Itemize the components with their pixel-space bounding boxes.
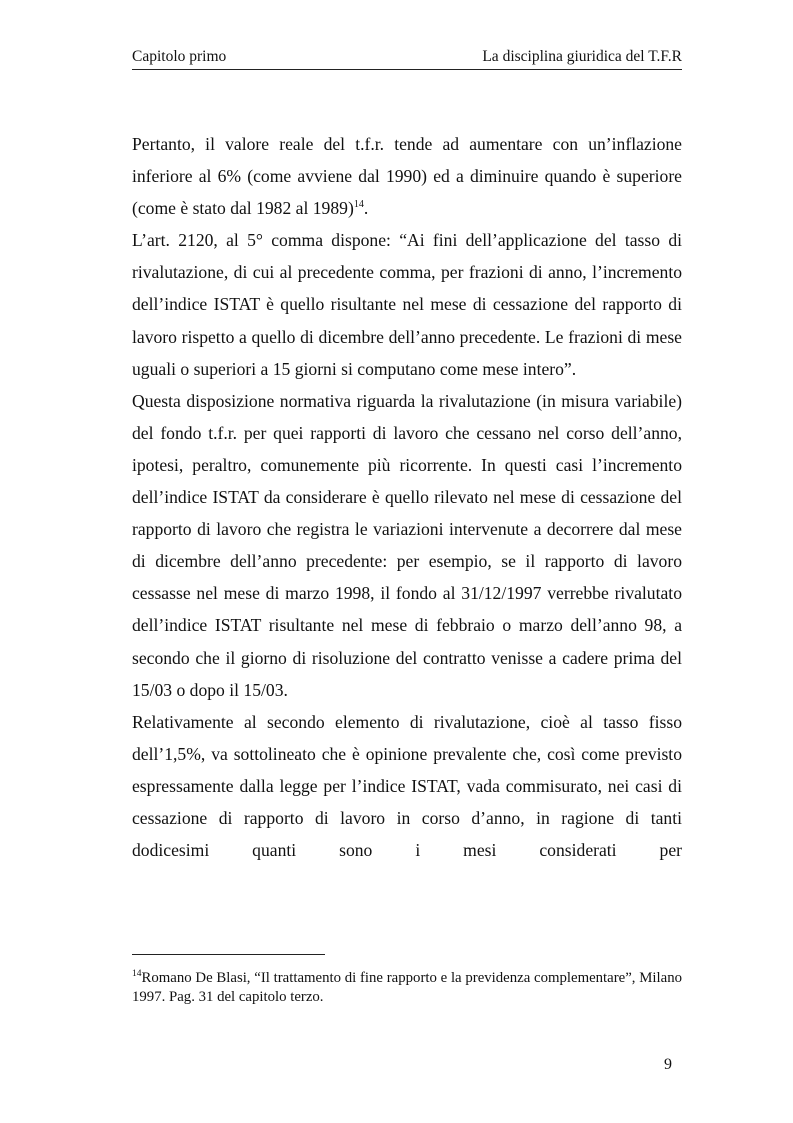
main-text — [132, 128, 682, 866]
paragraph-1 — [132, 128, 682, 224]
paragraph-1-text: Pertanto, il valore reale del t.f.r. tende ad aumentare con un’inflazione inferiore al 6% (come avviene dal 1990) ed a diminuire quando è superiore (come è stato dal 1982 al 1989) — [132, 134, 682, 219]
footnote-divider — [132, 954, 325, 955]
footnote-text: Romano De Blasi, “Il trattamento di fine rapporto e la previdenza complementare”, Milano 1997. Pag. 31 del capitolo terzo. — [132, 970, 682, 1005]
footnote-ref: 14 — [353, 199, 364, 211]
header-title: La disciplina giuridica del T.F.R — [482, 48, 682, 65]
paragraph-4: Relativamente al secondo elemento di rivalutazione, cioè al tasso fisso dell’1,5%, va sottolineato che è opinione prevalente che, così come previsto espressamente dalla legge per l’indice ISTAT, vada commisurato, nei casi di cessazione di rapporto di lavoro in corso d’anno, in ragione di tanti dodicesimi quanti sono i mesi considerati per — [132, 711, 682, 861]
footnote-number: 14 — [132, 969, 142, 979]
paragraph-1-tail: . — [363, 198, 369, 219]
paragraph-2: L’art. 2120, al 5° comma dispone: “Ai fini dell’applicazione del tasso di rivalutazione, di cui al precedente comma, per frazioni di anno, l’incremento dell’indice ISTAT è quello risultante nel mese di cessazione del rapporto di lavoro rispetto a quello di dicembre dell’anno precedente. Le frazioni di mese uguali o superiori a 15 giorni si computano come mese intero”. — [132, 230, 682, 379]
footnote — [132, 969, 682, 1007]
paragraph-3: Questa disposizione normativa riguarda la rivalutazione (in misura variabile) del fondo t.f.r. per quei rapporti di lavoro che cessano nel corso dell’anno, ipotesi, peraltro, comunemente più ricorrente. In questi casi l’incremento dell’indice ISTAT da considerare è quello rilevato nel mese di cessazione del rapporto di lavoro che registra le variazioni intervenute a decorrere dal mese di dicembre dell’anno precedente: per esempio, se il rapporto di lavoro cessasse nel mese di marzo 1998, il fondo al 31/12/1997 verrebbe rivalutato dell’indice ISTAT risultante nel mese di febbraio o marzo dell’anno 98, a secondo che il giorno di risoluzione del contratto venisse a cadere prima del 15/03 o dopo il 15/03. — [132, 390, 682, 700]
header-chapter: Capitolo primo — [132, 48, 227, 65]
page-number: 9 — [664, 1056, 672, 1073]
running-header — [132, 47, 682, 70]
